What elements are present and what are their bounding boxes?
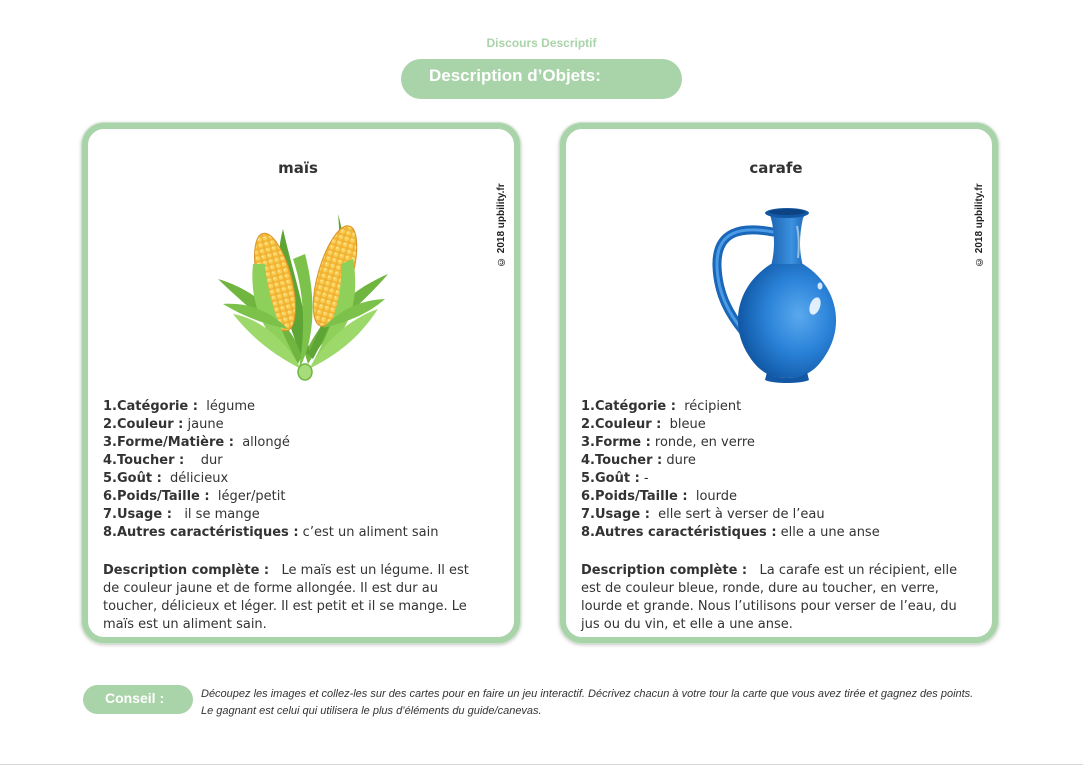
property-value: dur [200, 453, 223, 468]
property-row [581, 524, 981, 542]
property-key: 2.Couleur : [103, 417, 184, 432]
property-row [103, 470, 503, 488]
property-key: 6.Poids/Taille : [103, 489, 210, 504]
property-key: 5.Goût : [581, 471, 640, 486]
property-value: dure [666, 453, 696, 468]
property-key: 7.Usage : [581, 507, 650, 522]
description-text: La carafe est un récipient, elle est de couleur bleue, ronde, dure au toucher, en verre, lourde et grande. Nous l’utilisons pour verser de l’eau, du jus ou du vin, et elle a une anse. [581, 563, 958, 632]
object-card-pitcher [560, 123, 998, 643]
properties-list [103, 398, 503, 542]
copyright-label: © 2018 upbility.fr [496, 183, 507, 267]
property-key: 4.Toucher : [581, 453, 663, 468]
property-row [581, 506, 981, 524]
property-row [103, 398, 503, 416]
property-value: il se mange [184, 507, 260, 522]
property-row [581, 488, 981, 506]
description-text: Le maïs est un légume. Il est de couleur jaune et de forme allongée. Il est dur au toucher, délicieux et léger. Il est petit et il se mange. Le maïs est un aliment sain. [103, 563, 469, 632]
property-value: bleue [669, 417, 706, 432]
corn-icon [213, 204, 393, 384]
property-key: 6.Poids/Taille : [581, 489, 688, 504]
tip-text: Découpez les images et collez-les sur des cartes pour en faire un jeu interactif. Décrivez chacun à votre tour la carte que vous avez tirée et gagnez des points. Le gagnant est celui qui utilisera le plus d’éléments du guide/canevas. [201, 688, 974, 717]
property-key: 4.Toucher : [103, 453, 185, 468]
property-value: délicieux [170, 471, 229, 486]
property-row [103, 506, 503, 524]
property-key: 7.Usage : [103, 507, 172, 522]
property-row [581, 434, 981, 452]
property-value: jaune [187, 417, 224, 432]
property-row [103, 488, 503, 506]
property-row [581, 416, 981, 434]
property-key: 8.Autres caractéristiques : [581, 525, 777, 540]
page-divider [0, 764, 1083, 765]
full-description [581, 562, 961, 634]
property-value: récipient [684, 399, 742, 414]
property-value: elle sert à verser de l’eau [658, 507, 825, 522]
property-key: 3.Forme/Matière : [103, 435, 234, 450]
property-value: c’est un aliment sain [302, 525, 439, 540]
property-row [103, 524, 503, 542]
copyright-label: © 2018 upbility.fr [974, 183, 985, 267]
property-row [103, 452, 503, 470]
description-label: Description complète : [103, 563, 270, 578]
property-key: 1.Catégorie : [103, 399, 198, 414]
property-key: 1.Catégorie : [581, 399, 676, 414]
object-card-corn [82, 123, 520, 643]
property-value: allongé [242, 435, 290, 450]
properties-list [581, 398, 981, 542]
property-value: - [643, 471, 649, 486]
tip-label: Conseil : [83, 685, 193, 714]
property-value: léger/petit [217, 489, 286, 504]
property-value: légume [206, 399, 256, 414]
property-key: 5.Goût : [103, 471, 162, 486]
property-row [581, 470, 981, 488]
property-value: ronde, en verre [654, 435, 755, 450]
property-value: lourde [695, 489, 738, 504]
pitcher-icon [711, 206, 851, 384]
property-row [103, 434, 503, 452]
page-title: Description d’Objets: [401, 59, 682, 99]
card-title: maïs [278, 159, 318, 177]
card-title: carafe [749, 159, 803, 177]
property-value: elle a une anse [780, 525, 880, 540]
property-key: 3.Forme : [581, 435, 651, 450]
property-key: 2.Couleur : [581, 417, 662, 432]
description-label: Description complète : [581, 563, 748, 578]
property-row [581, 398, 981, 416]
property-key: 8.Autres caractéristiques : [103, 525, 299, 540]
full-description [103, 562, 483, 634]
worksheet-subtitle: Discours Descriptif [486, 36, 597, 50]
property-row [581, 452, 981, 470]
property-row [103, 416, 503, 434]
